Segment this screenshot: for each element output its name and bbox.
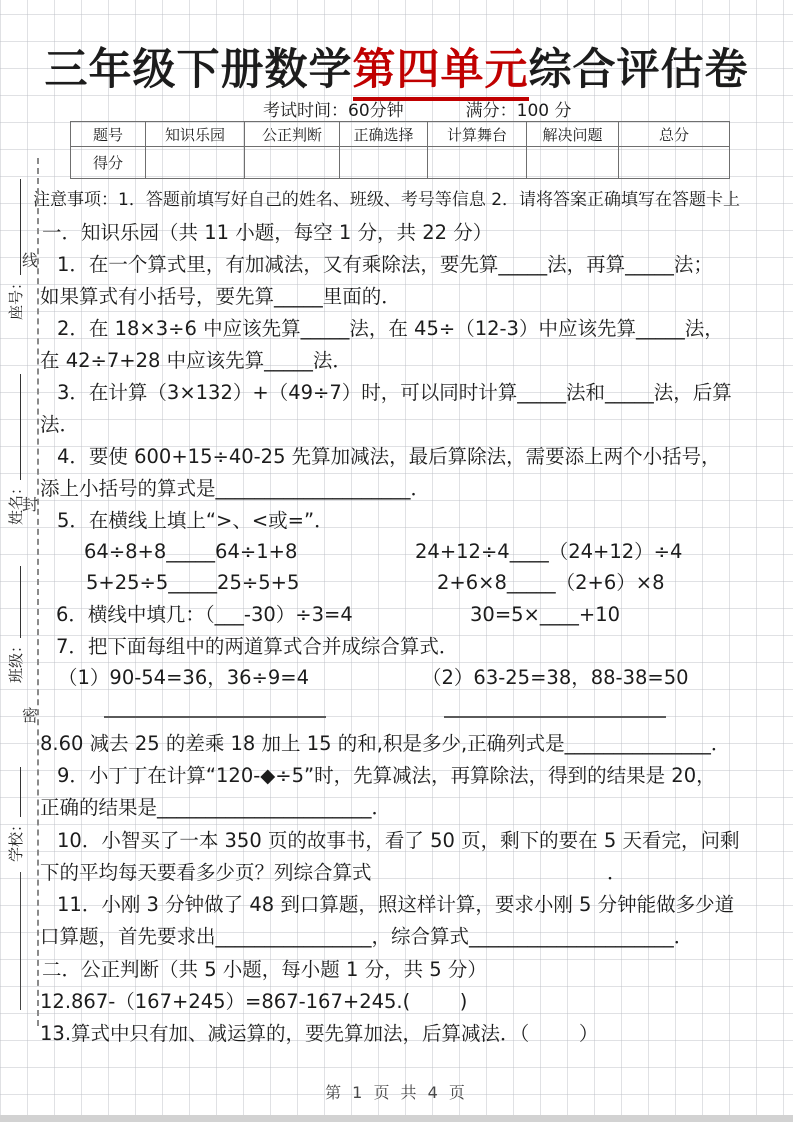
question-4-line-1: 4．要使 600+15÷40-25 先算加减法，最后算除法，需要添上两个小括号， bbox=[57, 445, 721, 468]
question-6-left: 6．横线中填几：（___-30）÷3=4 bbox=[56, 603, 353, 626]
question-5-row2-right: 2+6×8_____（2+6）×8 bbox=[437, 571, 665, 594]
title-prefix: 三年级下册数学 bbox=[44, 45, 353, 95]
score-col-header: 题号 bbox=[71, 122, 146, 147]
notice-text: 注意事项：1．答题前填写好自己的姓名、班级、考号等信息 2．请将答案正确填写在答题卡上 bbox=[33, 190, 741, 210]
question-9-line-2: 正确的结果是______________________． bbox=[40, 796, 392, 819]
seal-char-feng: 封 bbox=[22, 495, 39, 514]
question-10-line-2: 下的平均每天要看多少页？列综合算式 bbox=[40, 861, 372, 884]
score-table bbox=[70, 121, 730, 179]
question-1-line-2: 如果算式有小括号，要先算_____里面的． bbox=[40, 285, 401, 308]
answer-blank-line-2 bbox=[444, 716, 666, 718]
question-2-line-2: 在 42÷7+28 中应该先算_____法． bbox=[40, 349, 352, 372]
seal-field-label: 座号： bbox=[7, 274, 25, 320]
section-2-heading: 二．公正判断（共 5 小题，每小题 1 分，共 5 分） bbox=[42, 958, 487, 981]
score-table-score-row bbox=[71, 147, 730, 179]
score-cell bbox=[340, 147, 428, 179]
score-cell bbox=[428, 147, 527, 179]
seal-field-school bbox=[6, 747, 26, 862]
question-7-stem: 7．把下面每组中的两道算式合并成综合算式． bbox=[56, 635, 459, 658]
question-8: 8.60 减去 25 的差乘 18 加上 15 的和,积是多少,正确列式是_______________． bbox=[40, 732, 731, 755]
score-col-header: 公正判断 bbox=[245, 122, 340, 147]
score-col-header: 计算舞台 bbox=[428, 122, 527, 147]
seal-field-name bbox=[6, 355, 26, 525]
score-cell bbox=[245, 147, 340, 179]
seal-dashed-line bbox=[37, 158, 39, 1026]
seal-field-label: 班级： bbox=[7, 637, 25, 683]
question-5-row1-right: 24+12÷4____（24+12）÷4 bbox=[415, 540, 683, 563]
seal-char-xian: 线 bbox=[22, 251, 39, 270]
score-col-header: 正确选择 bbox=[340, 122, 428, 147]
page-title bbox=[0, 36, 793, 97]
seal-field-blank bbox=[6, 566, 21, 638]
question-9-line-1: 9．小丁丁在计算“120-◆÷5”时，先算减法，再算除法，得到的结果是 20， bbox=[57, 764, 716, 787]
seal-field-blank bbox=[6, 374, 21, 480]
score-cell bbox=[146, 147, 245, 179]
seal-char-mi: 密 bbox=[22, 706, 39, 725]
seal-field-blank bbox=[6, 179, 21, 275]
question-10-period: ． bbox=[607, 861, 627, 884]
exam-meta bbox=[263, 96, 572, 121]
question-2-line-1: 2．在 18×3÷6 中应该先算_____法，在 45÷（12-3）中应该先算_____法， bbox=[57, 317, 724, 340]
question-5-row1-left: 64÷8+8_____64÷1+8 bbox=[84, 540, 298, 563]
section-1-heading: 一．知识乐园（共 11 小题，每空 1 分，共 22 分） bbox=[42, 221, 493, 244]
question-10-line-1: 10．小智买了一本 350 页的故事书，看了 50 页，剩下的要在 5 天看完，问剩 bbox=[57, 829, 740, 852]
page-number: 第 1 页 共 4 页 bbox=[325, 1083, 468, 1102]
title-suffix: 综合评估卷 bbox=[528, 45, 749, 95]
seal-field-seat-number bbox=[6, 155, 26, 320]
score-table-header-row bbox=[71, 122, 730, 147]
question-5-stem: 5．在横线上填上“>、<或=”． bbox=[57, 509, 334, 532]
score-row-label: 得分 bbox=[71, 147, 146, 179]
question-7-item-2: （2）63-25=38，88-38=50 bbox=[422, 666, 689, 689]
question-13: 13.算式中只有加、减运算的，要先算加法，后算减法．（ ） bbox=[40, 1022, 599, 1045]
question-4-line-2: 添上小括号的算式是____________________． bbox=[40, 477, 431, 500]
question-3-line-2: 法． bbox=[40, 413, 80, 436]
title-unit-highlight: 第四单元 bbox=[353, 45, 529, 101]
question-12: 12.867-（167+245）=867-167+245.( ) bbox=[40, 990, 468, 1013]
question-11-line-2: 口算题，首先要求出________________，综合算式_____________________． bbox=[40, 925, 694, 948]
question-11-line-1: 11．小刚 3 分钟做了 48 到口算题，照这样计算，要求小刚 5 分钟能做多少道 bbox=[57, 893, 735, 916]
seal-field-label: 姓名： bbox=[7, 479, 25, 525]
seal-field-label: 学校： bbox=[7, 816, 25, 862]
seal-field-class bbox=[6, 548, 26, 683]
exam-time: 考试时间：60分钟 bbox=[263, 101, 404, 121]
score-col-header: 总分 bbox=[619, 122, 730, 147]
question-5-row2-left: 5+25÷5_____25÷5+5 bbox=[86, 571, 300, 594]
score-cell bbox=[619, 147, 730, 179]
question-3-line-1: 3．在计算（3×132）+（49÷7）时，可以同时计算_____法和_____法，后算 bbox=[57, 381, 732, 404]
question-7-item-1: （1）90-54=36，36÷9=4 bbox=[58, 666, 310, 689]
seal-extra-blank-line bbox=[20, 872, 21, 1010]
answer-blank-line-1 bbox=[104, 716, 326, 718]
score-cell bbox=[527, 147, 619, 179]
full-score: 满分：100 分 bbox=[465, 101, 572, 121]
seal-field-blank bbox=[6, 767, 21, 817]
score-col-header: 解决问题 bbox=[527, 122, 619, 147]
page-bottom-edge bbox=[0, 1115, 793, 1122]
score-col-header: 知识乐园 bbox=[146, 122, 245, 147]
question-6-right: 30=5×____+10 bbox=[470, 603, 621, 626]
question-1-line-1: 1．在一个算式里，有加减法，又有乘除法，要先算_____法，再算_____法； bbox=[57, 253, 713, 276]
